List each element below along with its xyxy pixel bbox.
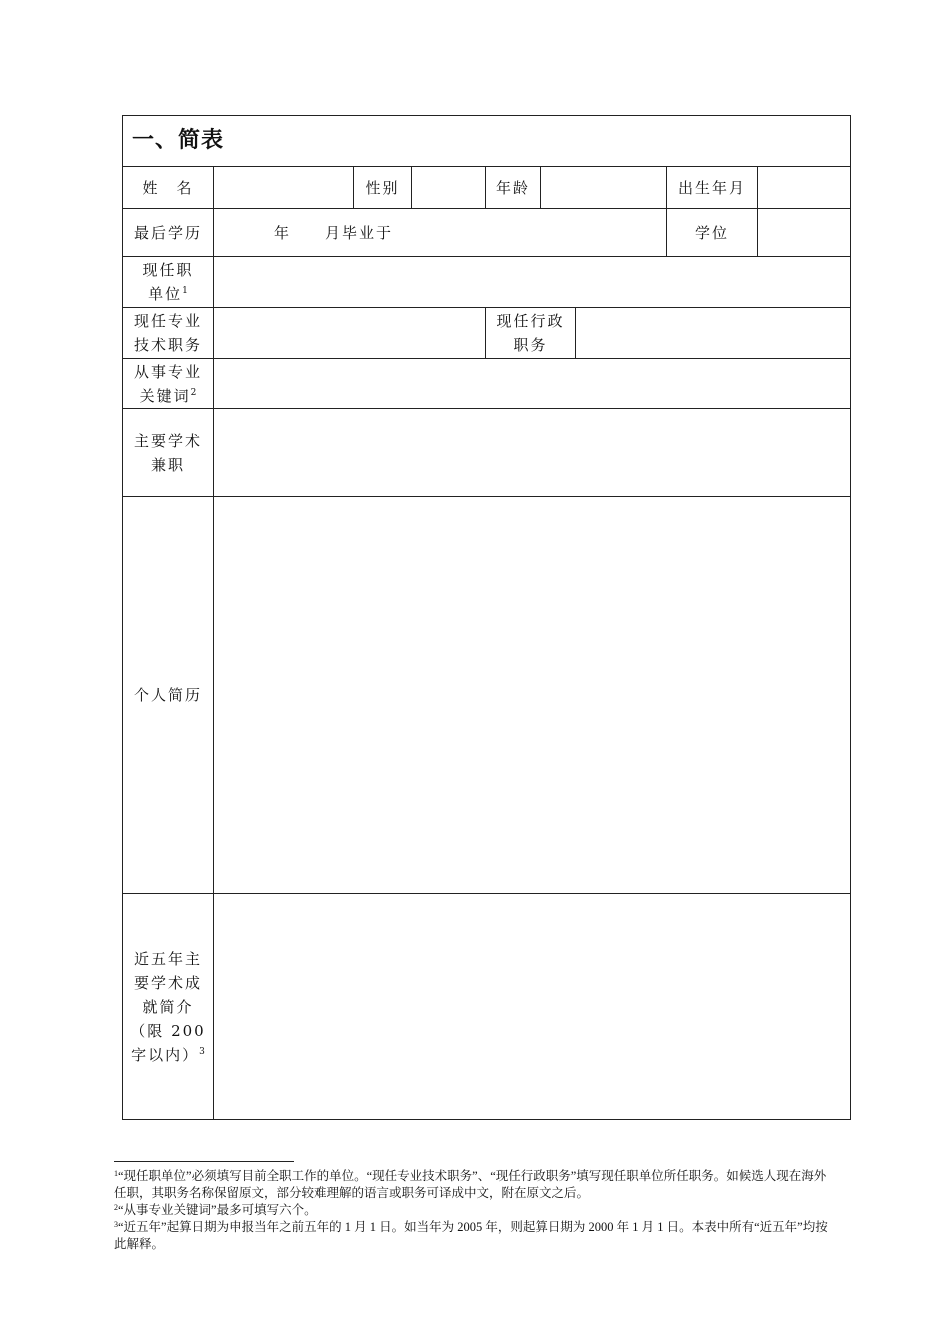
achievements-label-line2: 要学术成	[133, 973, 202, 992]
gender-label: 性别	[354, 167, 412, 209]
admin-title-label-line1: 现任行政	[496, 312, 565, 330]
graduation-text: 年 月毕业于	[274, 223, 394, 242]
resume-field[interactable]	[214, 497, 851, 894]
title-row	[123, 116, 851, 167]
keywords-label-line2: 关键词	[139, 386, 191, 405]
keywords-label-line1: 从事专业	[133, 362, 202, 381]
footnote-3-mark: 3	[114, 1220, 118, 1229]
academic-label-line1: 主要学术	[133, 431, 202, 450]
footnote-1	[114, 1168, 838, 1202]
footnote-3	[114, 1219, 838, 1253]
achievements-label-line3: 就简介	[142, 997, 194, 1016]
age-field[interactable]	[541, 167, 667, 209]
academic-label	[123, 409, 214, 497]
work-unit-row	[123, 257, 851, 308]
resume-label: 个人简历	[123, 497, 214, 894]
footnote-mark-1: 1	[182, 286, 188, 296]
achievements-label-line1: 近五年主	[133, 949, 202, 968]
degree-label: 学位	[667, 209, 758, 257]
work-unit-label-line2: 单位	[148, 285, 183, 303]
admin-title-label-line2: 职务	[513, 336, 548, 354]
gender-field[interactable]	[412, 167, 486, 209]
age-label: 年龄	[486, 167, 541, 209]
basic-info-row	[123, 167, 851, 209]
resume-row	[123, 497, 851, 894]
degree-field[interactable]	[758, 209, 851, 257]
admin-title-label	[486, 308, 576, 359]
achievements-label-line4: （限 200	[130, 1021, 206, 1040]
admin-title-field[interactable]	[576, 308, 851, 359]
academic-label-line2: 兼职	[150, 455, 185, 474]
footnote-2	[114, 1202, 838, 1219]
graduation-field[interactable]	[214, 209, 667, 257]
work-unit-field[interactable]	[214, 257, 851, 308]
education-label: 最后学历	[123, 209, 214, 257]
titles-row	[123, 308, 851, 359]
footnote-3-text: “近五年”起算日期为申报当年之前五年的 1 月 1 日。如当年为 2005 年，则起算日期为 2000 年 1 月 1 日。本表中所有“近五年”均按此解释。	[114, 1220, 828, 1251]
tech-title-label-line1: 现任专业	[133, 312, 202, 330]
footnote-mark-2: 2	[190, 387, 197, 398]
education-row	[123, 209, 851, 257]
name-label: 姓 名	[123, 167, 214, 209]
achievements-row	[123, 894, 851, 1120]
work-unit-label-line1: 现任职	[142, 261, 194, 279]
keywords-field[interactable]	[214, 359, 851, 409]
achievements-label-line5: 字以内）	[131, 1045, 200, 1064]
footnote-1-text: “现任职单位”必须填写目前全职工作的单位。“现任专业技术职务”、“现任行政职务”填写现任职单位所任职务。如候选人现在海外任职，其职务名称保留原文，部分较难理解的语言或职务可译成中文，附在原文之后。	[114, 1169, 827, 1200]
achievements-label	[123, 894, 214, 1120]
academic-field[interactable]	[214, 409, 851, 497]
keywords-row	[123, 359, 851, 409]
tech-title-label	[123, 308, 214, 359]
name-field[interactable]	[214, 167, 354, 209]
work-unit-label	[123, 257, 214, 308]
brief-form-table	[122, 115, 851, 1120]
academic-row	[123, 409, 851, 497]
footnote-mark-3: 3	[199, 1046, 205, 1057]
footnote-1-mark: 1	[114, 1169, 118, 1178]
footnote-2-mark: 2	[114, 1203, 118, 1212]
footnotes	[114, 1168, 838, 1253]
birth-field[interactable]	[758, 167, 851, 209]
keywords-label	[123, 359, 214, 409]
tech-title-field[interactable]	[214, 308, 486, 359]
tech-title-label-line2: 技术职务	[133, 336, 202, 354]
footnote-2-text: “从事专业关键词”最多可填写六个。	[118, 1203, 317, 1217]
footnote-separator	[114, 1161, 294, 1162]
birth-label: 出生年月	[667, 167, 758, 209]
achievements-field[interactable]	[214, 894, 851, 1120]
section-title: 一、简表	[123, 116, 851, 167]
